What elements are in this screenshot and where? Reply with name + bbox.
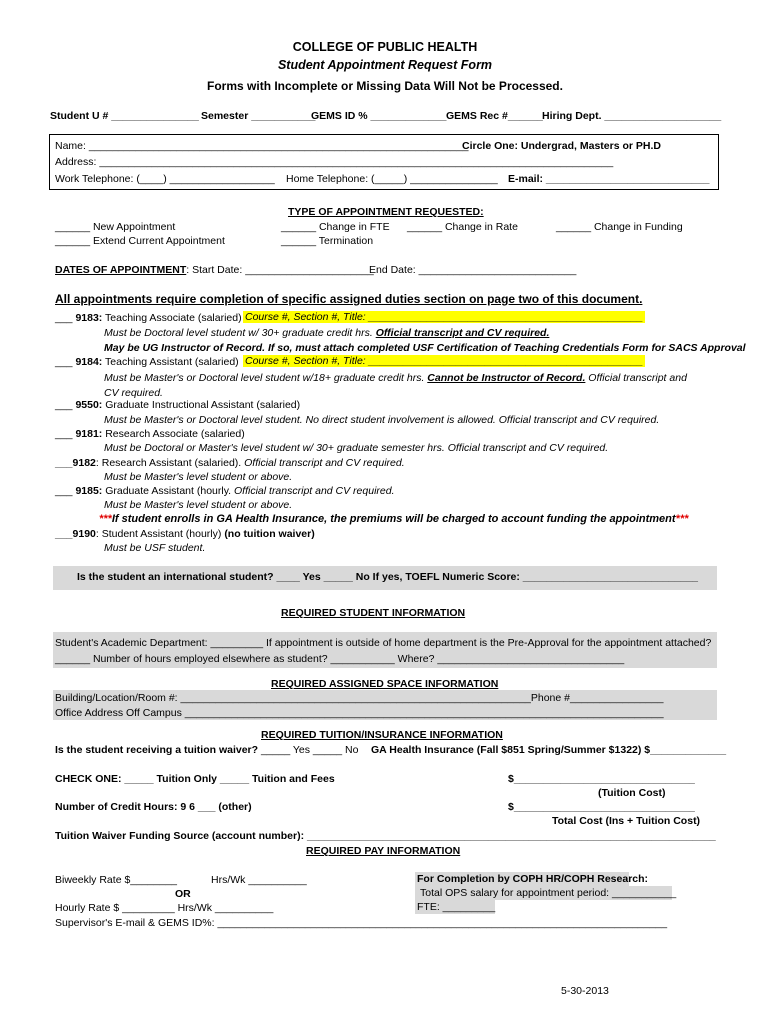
position-9182-name: Research Assistant (salaried). bbox=[101, 457, 242, 469]
position-9182-inline-note: Official transcript and CV required. bbox=[244, 457, 405, 469]
position-9184-blank[interactable]: ___ bbox=[55, 356, 76, 368]
student-info-heading: REQUIRED STUDENT INFORMATION bbox=[281, 607, 466, 619]
address-field[interactable]: Address: ________________________________________________________________________________________ bbox=[55, 156, 614, 168]
waiver-funding-source-field[interactable]: Tuition Waiver Funding Source (account number): ______________________________________________________________________ bbox=[55, 830, 716, 842]
position-9185-name: Graduate Assistant (hourly. bbox=[105, 485, 232, 497]
change-funding-option[interactable]: ______ Change in Funding bbox=[556, 221, 683, 233]
degree-circle-option[interactable]: Circle One: Undergrad, Masters or PH.D bbox=[462, 140, 661, 152]
revision-date: 5-30-2013 bbox=[561, 985, 609, 997]
office-address-field[interactable]: Office Address Off Campus __________________________________________________________________________________ bbox=[55, 707, 664, 719]
position-9190-name: Student Assistant (hourly) bbox=[101, 528, 222, 540]
position-9181-row[interactable]: ___ 9181: Research Associate (salaried) bbox=[55, 428, 245, 440]
start-date-field[interactable]: : Start Date: ______________________ bbox=[186, 264, 374, 276]
new-appointment-option[interactable]: ______ New Appointment bbox=[55, 221, 176, 233]
hiring-dept-field[interactable]: Hiring Dept. ____________________ bbox=[542, 110, 722, 122]
hours-per-week-field[interactable]: Hrs/Wk __________ bbox=[211, 874, 307, 886]
position-9183-note-required: Official transcript and CV required. bbox=[375, 327, 550, 339]
form-title: Student Appointment Request Form bbox=[277, 58, 493, 72]
insurance-warning-text: If student enrolls in GA Health Insurance, the premiums will be charged to account funding the appointment bbox=[111, 513, 676, 525]
tuition-waiver-options[interactable]: _____ Yes _____ No bbox=[258, 744, 359, 756]
student-u-field[interactable]: Student U # _______________ bbox=[50, 110, 199, 122]
coph-completion-heading: For Completion by COPH HR/COPH Research: bbox=[417, 873, 649, 885]
dates-label: DATES OF APPOINTMENT bbox=[55, 264, 187, 276]
academic-department-field[interactable]: Student's Academic Department: _________ If appointment is outside of home department is the Pre-Approval for the appointment attached? bbox=[55, 637, 712, 649]
extend-appointment-option[interactable]: ______ Extend Current Appointment bbox=[55, 235, 225, 247]
position-9550-row[interactable]: ___ 9550: Graduate Instructional Assistant (salaried) bbox=[55, 399, 301, 411]
position-9183-name: Teaching Associate (salaried) bbox=[102, 312, 242, 324]
building-location-field[interactable]: Building/Location/Room #: ____________________________________________________________Phone #________________ bbox=[55, 692, 664, 704]
position-9181-name: Research Associate (salaried) bbox=[105, 428, 245, 440]
email-field[interactable]: E-mail: ____________________________ bbox=[508, 173, 710, 185]
position-9183-code: 9183: bbox=[75, 312, 103, 324]
biweekly-rate-field[interactable]: Biweekly Rate $________ bbox=[55, 874, 178, 886]
check-one-tuition-options[interactable]: CHECK ONE: _____ Tuition Only _____ Tuition and Fees bbox=[55, 773, 335, 785]
work-telephone-field[interactable] bbox=[55, 173, 275, 185]
work-telephone-label: Work Telephone bbox=[55, 173, 131, 185]
position-9181-note: Must be Doctoral or Master's level student w/ 30+ graduate semester hrs. Official transcript and CV required. bbox=[104, 442, 609, 454]
incomplete-warning: Forms with Incomplete or Missing Data Will Not be Processed. bbox=[207, 79, 563, 93]
home-telephone-label: Home Telephone bbox=[286, 173, 366, 185]
pay-info-heading: REQUIRED PAY INFORMATION bbox=[306, 845, 461, 857]
home-telephone-blank[interactable]: : (_____) _______________ bbox=[365, 173, 498, 185]
position-9184-note-text: Must be Master's or Doctoral level student w/18+ graduate credit hrs. bbox=[104, 372, 428, 384]
tuition-cost-caption: (Tuition Cost) bbox=[598, 787, 666, 799]
position-9550-name: Graduate Instructional Assistant (salaried) bbox=[105, 399, 301, 411]
position-9183-row[interactable] bbox=[55, 312, 242, 324]
position-9183-instructor-note: May be UG Instructor of Record. If so, must attach completed USF Certification of Teaching Credentials Form for SACS Approval bbox=[104, 342, 746, 354]
course-section-title-9184[interactable]: Course #, Section #, Title: _______________________________________________ bbox=[245, 355, 644, 367]
or-separator: OR bbox=[175, 888, 191, 900]
name-field[interactable]: Name: _________________________________________________________________ bbox=[55, 140, 469, 152]
position-9183-note bbox=[104, 327, 549, 339]
course-section-title-9183[interactable]: Course #, Section #, Title: _______________________________________________ bbox=[245, 311, 644, 323]
position-9190-note: Must be USF student. bbox=[104, 542, 206, 554]
position-9182-note: Must be Master's level student or above. bbox=[104, 471, 293, 483]
duties-notice: All appointments require completion of specific assigned duties section on page two of this document. bbox=[55, 292, 643, 306]
semester-field[interactable]: Semester ___________ bbox=[201, 110, 316, 122]
position-9185-inline-note: Official transcript and CV required. bbox=[234, 485, 395, 497]
tuition-waiver-question: Is the student receiving a tuition waiver? bbox=[55, 744, 259, 756]
home-telephone-field[interactable] bbox=[286, 173, 498, 185]
tuition-amount-field[interactable]: $_______________________________ bbox=[508, 773, 695, 785]
end-date-field[interactable]: End Date: ___________________________ bbox=[369, 264, 577, 276]
international-student-question[interactable]: Is the student an international student? ____ Yes _____ No If yes, TOEFL Numeric Score: ______________________________ bbox=[77, 571, 698, 583]
total-ops-salary-field[interactable]: Total OPS salary for appointment period: ___________ bbox=[420, 887, 677, 899]
termination-option[interactable]: ______ Termination bbox=[281, 235, 374, 247]
position-9183-note-text: Must be Doctoral level student w/ 30+ graduate credit hrs. bbox=[104, 327, 376, 339]
hours-employed-field[interactable]: ______ Number of hours employed elsewhere as student? ___________ Where? ________________________________ bbox=[55, 653, 625, 665]
position-9190-no-waiver: (no tuition waiver) bbox=[224, 528, 315, 540]
position-9184-row[interactable] bbox=[55, 356, 239, 368]
total-cost-amount-field[interactable]: $_______________________________ bbox=[508, 801, 695, 813]
credit-hours-options[interactable]: Number of Credit Hours: 9 6 ___ (other) bbox=[55, 801, 252, 813]
work-telephone-blank[interactable]: : (____) __________________ bbox=[130, 173, 275, 185]
space-info-heading: REQUIRED ASSIGNED SPACE INFORMATION bbox=[271, 678, 499, 690]
change-rate-option[interactable]: ______ Change in Rate bbox=[407, 221, 518, 233]
position-9185-row[interactable]: ___ 9185: Graduate Assistant (hourly. Official transcript and CV required. bbox=[55, 485, 395, 497]
hourly-rate-field[interactable]: Hourly Rate $ _________ Hrs/Wk __________ bbox=[55, 902, 274, 914]
supervisor-email-field[interactable]: Supervisor's E-mail & GEMS ID%: _____________________________________________________________________________ bbox=[55, 917, 668, 929]
gems-rec-field[interactable]: GEMS Rec #______ bbox=[446, 110, 543, 122]
position-9190-row[interactable]: ___9190: Student Assistant (hourly) (no tuition waiver) bbox=[55, 528, 315, 540]
position-9184-code: 9184: bbox=[75, 356, 103, 368]
ga-health-insurance-field[interactable]: GA Health Insurance (Fall $851 Spring/Summer $1322) $_____________ bbox=[371, 744, 727, 756]
appointment-type-heading: TYPE OF APPOINTMENT REQUESTED: bbox=[288, 206, 484, 218]
position-9185-note: Must be Master's level student or above. bbox=[104, 499, 293, 511]
position-9184-name: Teaching Assistant (salaried) bbox=[102, 356, 239, 368]
position-9183-blank[interactable]: ___ bbox=[55, 312, 76, 324]
tuition-waiver-row[interactable] bbox=[55, 744, 358, 756]
position-9182-row[interactable]: ___9182: Research Assistant (salaried). Official transcript and CV required. bbox=[55, 457, 405, 469]
gems-id-field[interactable]: GEMS ID % _____________ bbox=[311, 110, 447, 122]
position-9184-note-required: Official transcript and CV required. bbox=[104, 372, 687, 399]
position-9184-note bbox=[104, 371, 704, 401]
insurance-warning: ***If student enrolls in GA Health Insurance, the premiums will be charged to account funding the appointment*** bbox=[99, 513, 689, 525]
total-cost-caption: Total Cost (Ins + Tuition Cost) bbox=[552, 815, 701, 827]
college-title: COLLEGE OF PUBLIC HEALTH bbox=[292, 40, 478, 54]
position-9184-note-cannot: Cannot be Instructor of Record. bbox=[427, 372, 586, 384]
dates-of-appointment bbox=[55, 264, 374, 276]
fte-field[interactable]: FTE: _________ bbox=[417, 901, 496, 913]
position-9550-note: Must be Master's or Doctoral level student. No direct student involvement is allowed. Official transcript and CV required. bbox=[104, 414, 660, 426]
tuition-info-heading: REQUIRED TUITION/INSURANCE INFORMATION bbox=[261, 729, 503, 741]
change-fte-option[interactable]: ______ Change in FTE bbox=[281, 221, 390, 233]
